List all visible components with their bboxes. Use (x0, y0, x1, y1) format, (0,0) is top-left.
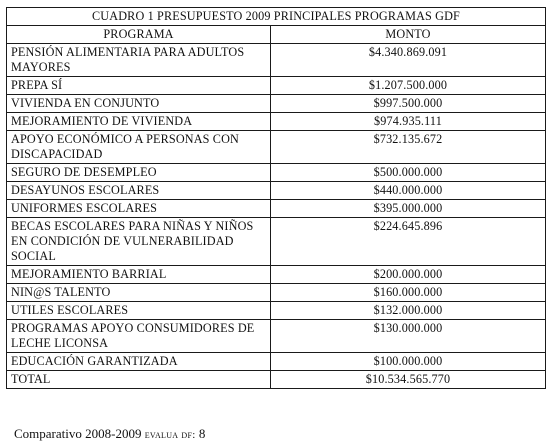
program-cell: UTILES ESCOLARES (7, 302, 271, 320)
table-row (7, 164, 546, 182)
budget-table (6, 7, 546, 389)
amount-cell: $130.000.000 (271, 320, 546, 353)
program-cell: PREPA SÍ (7, 77, 271, 95)
program-cell: UNIFORMES ESCOLARES (7, 200, 271, 218)
total-label: TOTAL (7, 371, 271, 389)
column-header-amount: MONTO (271, 26, 546, 44)
column-header-program: PROGRAMA (7, 26, 271, 44)
footnote-source: evalua df: (144, 429, 196, 441)
table-row (7, 131, 546, 164)
amount-cell: $4.340.869.091 (271, 44, 546, 77)
table-row (7, 95, 546, 113)
amount-cell: $395.000.000 (271, 200, 546, 218)
amount-cell: $200.000.000 (271, 266, 546, 284)
table-title: CUADRO 1 PRESUPUESTO 2009 PRINCIPALES PROGRAMAS GDF (7, 8, 546, 26)
footnote-text: Comparativo 2008-2009 (14, 426, 142, 441)
program-cell: VIVIENDA EN CONJUNTO (7, 95, 271, 113)
program-cell: PENSIÓN ALIMENTARIA PARA ADULTOS MAYORES (7, 44, 271, 77)
table-row (7, 353, 546, 371)
amount-cell: $997.500.000 (271, 95, 546, 113)
total-amount: $10.534.565.770 (271, 371, 546, 389)
total-row (7, 371, 546, 389)
table-row (7, 77, 546, 95)
table-row (7, 218, 546, 266)
program-cell: MEJORAMIENTO DE VIVIENDA (7, 113, 271, 131)
amount-cell: $500.000.000 (271, 164, 546, 182)
amount-cell: $132.000.000 (271, 302, 546, 320)
table-row (7, 200, 546, 218)
amount-cell: $160.000.000 (271, 284, 546, 302)
table-row (7, 113, 546, 131)
program-cell: DESAYUNOS ESCOLARES (7, 182, 271, 200)
table-row (7, 284, 546, 302)
program-cell: EDUCACIÓN GARANTIZADA (7, 353, 271, 371)
amount-cell: $1.207.500.000 (271, 77, 546, 95)
table-row (7, 302, 546, 320)
program-cell: NIN@S TALENTO (7, 284, 271, 302)
table-row (7, 266, 546, 284)
program-cell: SEGURO DE DESEMPLEO (7, 164, 271, 182)
program-cell: MEJORAMIENTO BARRIAL (7, 266, 271, 284)
amount-cell: $974.935.111 (271, 113, 546, 131)
table-header-row (7, 26, 546, 44)
program-cell: APOYO ECONÓMICO A PERSONAS CON DISCAPACIDAD (7, 131, 271, 164)
table-row (7, 44, 546, 77)
table-row (7, 182, 546, 200)
footnote (14, 426, 205, 443)
amount-cell: $224.645.896 (271, 218, 546, 266)
page-number: 8 (198, 426, 206, 441)
table-title-row (7, 8, 546, 26)
table-row (7, 320, 546, 353)
amount-cell: $100.000.000 (271, 353, 546, 371)
amount-cell: $732.135.672 (271, 131, 546, 164)
program-cell: BECAS ESCOLARES PARA NIÑAS Y NIÑOS EN CONDICIÓN DE VULNERABILIDAD SOCIAL (7, 218, 271, 266)
amount-cell: $440.000.000 (271, 182, 546, 200)
program-cell: PROGRAMAS APOYO CONSUMIDORES DE LECHE LICONSA (7, 320, 271, 353)
